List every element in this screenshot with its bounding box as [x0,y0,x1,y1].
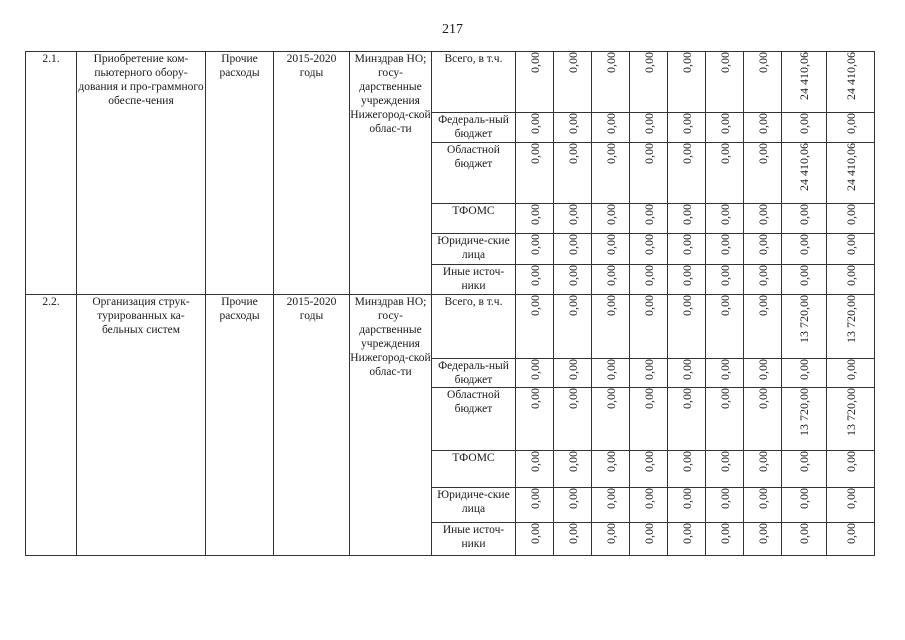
cell-value: 0,00 [603,113,618,134]
item-number: 2.2. [26,295,77,556]
value-cell [554,388,592,451]
cell-value: 0,00 [679,265,694,286]
cell-value: 0,00 [565,52,580,73]
value-cell [744,388,782,451]
value-cell [827,488,875,523]
value-cell [744,488,782,523]
value-cell [782,295,827,359]
value-cell [554,295,592,359]
value-cell [592,113,630,143]
value-cell [630,388,668,451]
cell-value: 0,00 [797,113,811,134]
source-label: Федераль-ный бюджет [432,113,516,143]
value-cell [668,295,706,359]
source-label: Областной бюджет [432,143,516,204]
value-cell [782,204,827,234]
cell-value: 0,00 [679,523,694,544]
cell-value: 0,00 [603,204,618,225]
value-cell [592,488,630,523]
budget-table [25,51,875,556]
cell-value: 0,00 [755,204,770,225]
cell-value: 0,00 [679,295,694,316]
value-cell [782,265,827,295]
cell-value: 0,00 [527,523,542,544]
cell-value: 0,00 [565,388,580,409]
value-cell [744,359,782,388]
cell-value: 0,00 [843,113,858,134]
cell-value: 0,00 [641,52,656,73]
cell-value: 0,00 [603,295,618,316]
cell-value: 0,00 [603,388,618,409]
value-cell [706,388,744,451]
cell-value: 0,00 [797,204,811,225]
item-name: Организация струк-турированных ка-бельных систем [77,295,206,556]
cell-value: 0,00 [641,295,656,316]
value-cell [827,143,875,204]
cell-value: 0,00 [641,143,656,164]
value-cell [744,295,782,359]
value-cell [668,523,706,556]
value-cell [827,295,875,359]
page-number: 217 [442,22,463,37]
cell-value: 0,00 [755,52,770,73]
value-cell [744,523,782,556]
cell-value: 0,00 [755,113,770,134]
cell-value: 0,00 [797,451,811,472]
value-cell [592,234,630,265]
value-cell [516,265,554,295]
cell-value: 0,00 [679,204,694,225]
cell-value: 0,00 [527,265,542,286]
cell-value: 0,00 [641,523,656,544]
source-label: Иные источ-ники [432,265,516,295]
value-cell [782,523,827,556]
value-cell [706,295,744,359]
cell-value: 0,00 [565,488,580,509]
value-cell [827,52,875,113]
value-cell [516,523,554,556]
value-cell [668,265,706,295]
cell-value: 0,00 [717,113,732,134]
value-cell [630,265,668,295]
budget-body [26,52,875,556]
cell-value: 0,00 [603,234,618,255]
source-label: Всего, в т.ч. [432,52,516,113]
cell-value: 0,00 [755,451,770,472]
cell-value: 0,00 [527,488,542,509]
cell-value: 0,00 [843,359,858,380]
value-cell [744,451,782,488]
value-cell [782,234,827,265]
cell-value: 24 410,06 [843,143,858,191]
value-cell [706,523,744,556]
value-cell [554,523,592,556]
cell-value: 0,00 [527,388,542,409]
cell-value: 0,00 [527,52,542,73]
value-cell [827,388,875,451]
value-cell [706,359,744,388]
cell-value: 0,00 [603,451,618,472]
value-cell [516,204,554,234]
value-cell [554,52,592,113]
value-cell [744,204,782,234]
cell-value: 0,00 [527,234,542,255]
cell-value: 0,00 [679,143,694,164]
cell-value: 0,00 [843,204,858,225]
cell-value: 0,00 [527,295,542,316]
value-cell [592,388,630,451]
value-cell [706,451,744,488]
value-cell [630,234,668,265]
cell-value: 0,00 [755,265,770,286]
cell-value: 0,00 [679,488,694,509]
cell-value: 0,00 [755,488,770,509]
cell-value: 0,00 [755,234,770,255]
value-cell [592,295,630,359]
value-cell [827,523,875,556]
value-cell [554,143,592,204]
cell-value: 0,00 [641,113,656,134]
table-row [26,295,875,359]
value-cell [592,451,630,488]
cell-value: 0,00 [717,359,732,380]
cell-value: 0,00 [603,265,618,286]
cell-value: 0,00 [717,234,732,255]
value-cell [592,265,630,295]
value-cell [554,265,592,295]
value-cell [592,359,630,388]
value-cell [554,234,592,265]
cell-value: 13 720,00 [797,295,811,343]
value-cell [706,488,744,523]
value-cell [630,523,668,556]
cell-value: 0,00 [679,52,694,73]
cell-value: 13 720,00 [843,295,858,343]
value-cell [827,265,875,295]
value-cell [554,113,592,143]
cell-value: 0,00 [565,113,580,134]
cell-value: 0,00 [717,388,732,409]
cell-value: 0,00 [843,451,858,472]
cell-value: 0,00 [679,234,694,255]
cell-value: 0,00 [641,265,656,286]
cell-value: 24 410,06 [797,143,811,191]
value-cell [554,451,592,488]
cell-value: 0,00 [679,388,694,409]
cell-value: 0,00 [565,451,580,472]
cell-value: 0,00 [565,523,580,544]
value-cell [744,143,782,204]
value-cell [706,143,744,204]
cell-value: 0,00 [603,52,618,73]
cell-value: 0,00 [603,488,618,509]
source-label: Всего, в т.ч. [432,295,516,359]
cell-value: 0,00 [797,265,811,286]
cell-value: 0,00 [679,359,694,380]
value-cell [668,143,706,204]
source-label: Юридиче-ские лица [432,234,516,265]
cell-value: 0,00 [679,113,694,134]
value-cell [706,265,744,295]
value-cell [516,451,554,488]
source-label: Юридиче-ские лица [432,488,516,523]
value-cell [782,359,827,388]
value-cell [592,204,630,234]
period: 2015-2020 годы [274,295,350,556]
value-cell [554,359,592,388]
cell-value: 0,00 [717,451,732,472]
value-cell [516,234,554,265]
cell-value: 0,00 [717,265,732,286]
item-number: 2.1. [26,52,77,295]
value-cell [630,143,668,204]
value-cell [630,295,668,359]
value-cell [782,52,827,113]
value-cell [706,204,744,234]
cell-value: 0,00 [565,295,580,316]
item-name: Приобретение ком-пьютерного обору-дования и про-граммного обеспе-чения [77,52,206,295]
source-label: Иные источ-ники [432,523,516,556]
value-cell [630,488,668,523]
value-cell [782,388,827,451]
value-cell [744,265,782,295]
value-cell [516,388,554,451]
cell-value: 0,00 [641,451,656,472]
value-cell [630,451,668,488]
cell-value: 0,00 [843,234,858,255]
table-row [26,52,875,113]
value-cell [516,488,554,523]
source-label: ТФОМС [432,451,516,488]
cell-value: 0,00 [603,359,618,380]
value-cell [827,204,875,234]
cell-value: 13 720,00 [797,388,811,436]
value-cell [668,359,706,388]
cell-value: 0,00 [565,234,580,255]
value-cell [668,52,706,113]
value-cell [827,234,875,265]
cell-value: 0,00 [717,143,732,164]
value-cell [592,523,630,556]
cell-value: 0,00 [527,451,542,472]
cell-value: 24 410,06 [797,52,811,100]
value-cell [516,143,554,204]
cell-value: 0,00 [565,265,580,286]
executor: Минздрав НО; госу-дарственные учреждения Нижегород-ской облас-ти [350,52,432,295]
period: 2015-2020 годы [274,52,350,295]
cell-value: 0,00 [603,143,618,164]
cell-value: 0,00 [527,204,542,225]
cell-value: 0,00 [717,52,732,73]
cell-value: 0,00 [717,295,732,316]
cell-value: 0,00 [717,204,732,225]
cell-value: 0,00 [843,265,858,286]
cell-value: 0,00 [565,359,580,380]
value-cell [706,234,744,265]
cell-value: 0,00 [565,204,580,225]
value-cell [782,143,827,204]
value-cell [592,143,630,204]
source-label: ТФОМС [432,204,516,234]
value-cell [668,204,706,234]
value-cell [706,113,744,143]
value-cell [592,52,630,113]
cell-value: 0,00 [797,359,811,380]
value-cell [668,113,706,143]
cell-value: 0,00 [641,488,656,509]
value-cell [827,451,875,488]
value-cell [668,388,706,451]
value-cell [706,52,744,113]
value-cell [744,113,782,143]
expense-type: Прочие расходы [206,295,274,556]
cell-value: 0,00 [679,451,694,472]
value-cell [516,113,554,143]
cell-value: 0,00 [755,143,770,164]
value-cell [782,488,827,523]
expense-type: Прочие расходы [206,52,274,295]
source-label: Федераль-ный бюджет [432,359,516,388]
cell-value: 0,00 [717,488,732,509]
cell-value: 0,00 [641,359,656,380]
cell-value: 0,00 [755,359,770,380]
cell-value: 0,00 [527,359,542,380]
cell-value: 0,00 [603,523,618,544]
cell-value: 0,00 [527,143,542,164]
value-cell [630,359,668,388]
cell-value: 0,00 [843,523,858,544]
value-cell [554,488,592,523]
cell-value: 13 720,00 [843,388,858,436]
cell-value: 0,00 [797,488,811,509]
source-label: Областной бюджет [432,388,516,451]
value-cell [516,359,554,388]
value-cell [668,451,706,488]
value-cell [516,52,554,113]
value-cell [827,359,875,388]
value-cell [630,204,668,234]
cell-value: 0,00 [797,523,811,544]
cell-value: 0,00 [755,523,770,544]
value-cell [827,113,875,143]
cell-value: 0,00 [641,204,656,225]
value-cell [668,488,706,523]
cell-value: 0,00 [755,388,770,409]
value-cell [630,52,668,113]
value-cell [630,113,668,143]
cell-value: 0,00 [641,388,656,409]
value-cell [516,295,554,359]
cell-value: 0,00 [641,234,656,255]
value-cell [668,234,706,265]
cell-value: 24 410,06 [843,52,858,100]
value-cell [744,234,782,265]
cell-value: 0,00 [565,143,580,164]
value-cell [554,204,592,234]
value-cell [744,52,782,113]
cell-value: 0,00 [755,295,770,316]
cell-value: 0,00 [527,113,542,134]
value-cell [782,113,827,143]
executor: Минздрав НО; госу-дарственные учреждения Нижегород-ской облас-ти [350,295,432,556]
cell-value: 0,00 [843,488,858,509]
value-cell [782,451,827,488]
cell-value: 0,00 [717,523,732,544]
cell-value: 0,00 [797,234,811,255]
